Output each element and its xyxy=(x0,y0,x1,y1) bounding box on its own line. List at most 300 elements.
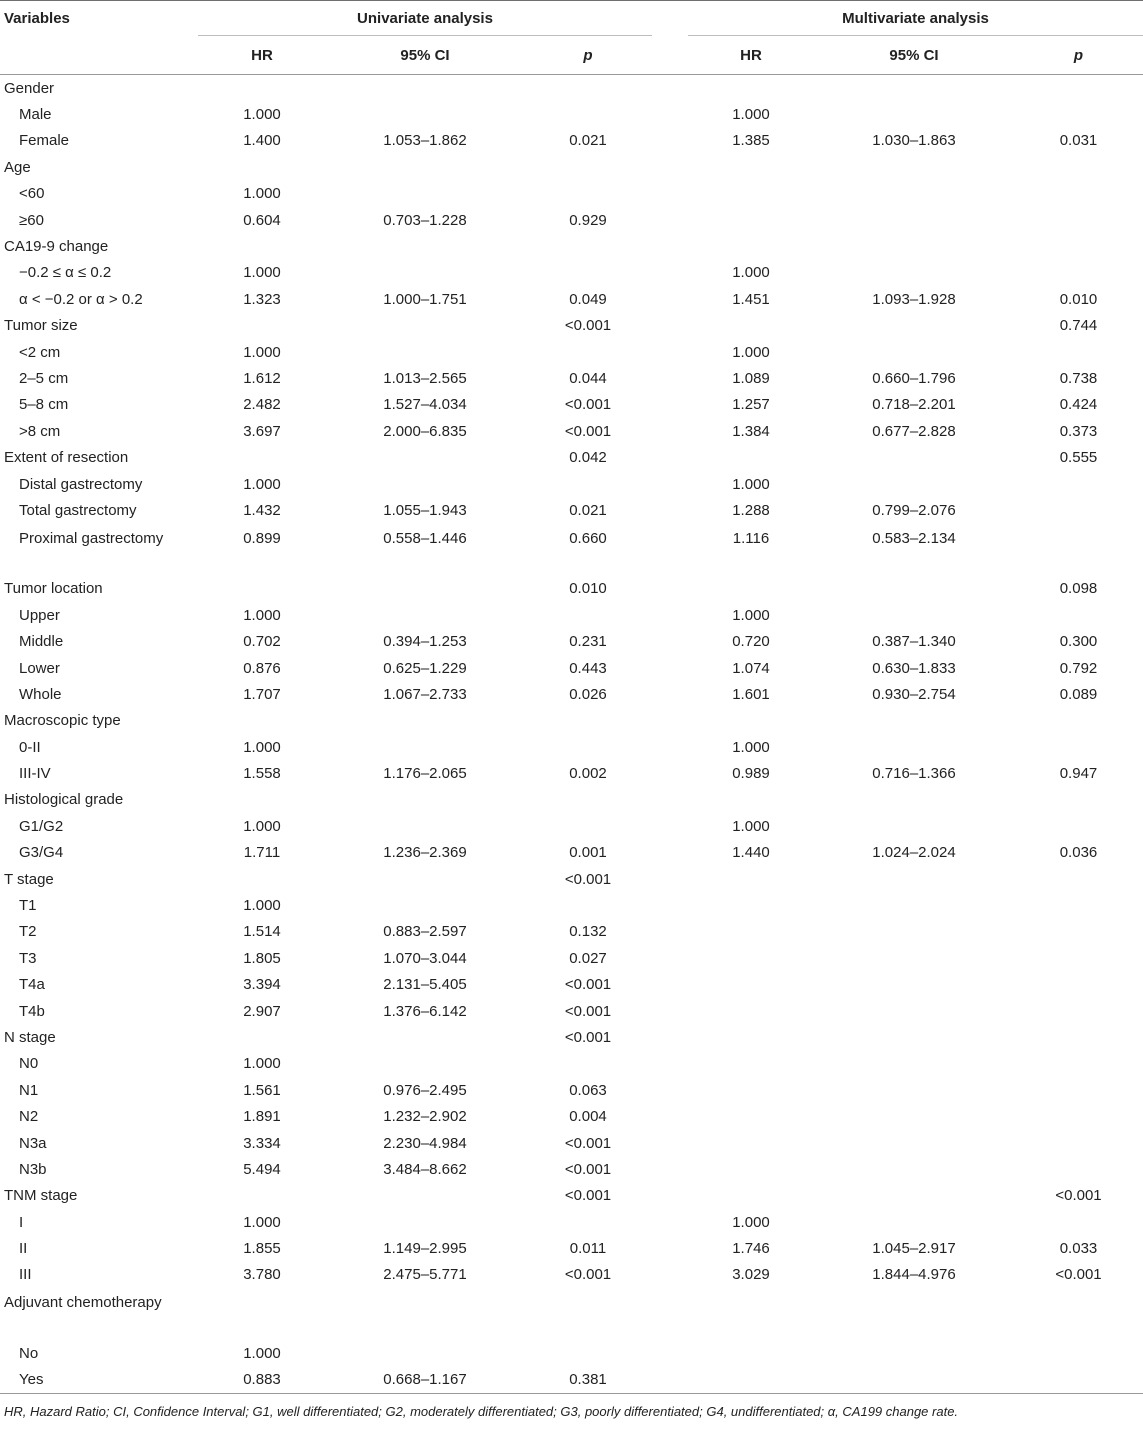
gap-cell xyxy=(652,1262,688,1288)
univariate-p-cell: <0.001 xyxy=(564,870,612,888)
univariate-hr-cell: 1.432 xyxy=(243,501,281,519)
multivariate-ci-cell xyxy=(814,1183,1014,1209)
variable-cell: <2 cm xyxy=(19,343,61,361)
univariate-ci-cell: 2.000–6.835 xyxy=(383,422,467,440)
table-row xyxy=(0,1077,1143,1103)
gap-cell xyxy=(652,813,688,839)
variable-cell: N stage xyxy=(4,1028,56,1046)
univariate-hr-cell: 1.000 xyxy=(243,106,281,124)
univariate-ci-cell xyxy=(326,1288,524,1340)
multivariate-hr-cell xyxy=(688,1288,814,1340)
univariate-ci-cell xyxy=(326,813,524,839)
univariate-ci-cell: 0.976–2.495 xyxy=(383,1081,467,1099)
univariate-p-cell xyxy=(524,101,652,127)
gap-cell xyxy=(652,628,688,654)
multivariate-hr-header: HR xyxy=(688,36,814,75)
univariate-ci-cell: 0.703–1.228 xyxy=(383,211,467,229)
variable-cell: Extent of resection xyxy=(4,449,129,467)
table-row xyxy=(0,392,1143,418)
univariate-ci-cell: 0.394–1.253 xyxy=(383,633,467,651)
multivariate-p-cell xyxy=(1014,75,1143,101)
gap-cell xyxy=(652,1209,688,1235)
gap-cell xyxy=(652,181,688,207)
multivariate-p-cell xyxy=(1014,339,1143,365)
univariate-ci-cell xyxy=(326,602,524,628)
variable-cell: T1 xyxy=(19,897,37,915)
multivariate-p-cell: 0.744 xyxy=(1059,317,1098,335)
multivariate-hr-cell: 1.000 xyxy=(732,106,770,124)
gap-cell xyxy=(652,760,688,786)
univariate-ci-cell: 0.625–1.229 xyxy=(383,659,467,677)
table-group-row xyxy=(0,1288,1143,1340)
univariate-hr-cell: 1.000 xyxy=(243,1344,281,1362)
multivariate-ci-cell xyxy=(814,1051,1014,1077)
univariate-ci-cell: 1.055–1.943 xyxy=(383,501,467,519)
table-row xyxy=(0,945,1143,971)
multivariate-p-cell xyxy=(1014,813,1143,839)
variable-cell: Gender xyxy=(4,79,55,97)
gap-cell xyxy=(652,418,688,444)
gap-cell xyxy=(652,154,688,180)
multivariate-hr-cell xyxy=(688,1156,814,1182)
univariate-p-cell xyxy=(524,1340,652,1366)
multivariate-ci-cell xyxy=(814,576,1014,602)
variable-cell: α < −0.2 or α > 0.2 xyxy=(19,290,143,308)
gap-cell xyxy=(652,444,688,470)
multivariate-hr-cell xyxy=(688,972,814,998)
univariate-p-cell: 0.002 xyxy=(569,765,607,783)
multivariate-ci-cell xyxy=(814,1156,1014,1182)
variable-cell: III-IV xyxy=(19,765,51,783)
variable-cell: Lower xyxy=(19,659,60,677)
variable-cell: T3 xyxy=(19,949,37,967)
multivariate-p-cell xyxy=(1014,101,1143,127)
multivariate-p-cell xyxy=(1014,708,1143,734)
univariate-hr-cell xyxy=(198,1288,326,1340)
multivariate-hr-cell xyxy=(688,1024,814,1050)
univariate-ci-cell: 3.484–8.662 xyxy=(383,1160,467,1178)
table-group-row xyxy=(0,866,1143,892)
table-row xyxy=(0,1235,1143,1261)
multivariate-hr-cell: 1.000 xyxy=(732,738,770,756)
univariate-hr-cell: 2.907 xyxy=(243,1002,281,1020)
multivariate-ci-cell xyxy=(814,181,1014,207)
multivariate-ci-cell xyxy=(814,154,1014,180)
gap-cell xyxy=(652,1367,688,1394)
table-row xyxy=(0,681,1143,707)
multivariate-ci-cell xyxy=(814,313,1014,339)
multivariate-p-cell: 0.792 xyxy=(1059,659,1098,677)
univariate-hr-cell: 2.482 xyxy=(243,396,281,414)
gap-cell xyxy=(652,734,688,760)
univariate-ci-cell: 2.475–5.771 xyxy=(383,1266,467,1284)
table-row xyxy=(0,1340,1143,1366)
univariate-p-cell xyxy=(524,181,652,207)
table-row xyxy=(0,1367,1143,1394)
univariate-hr-cell: 1.612 xyxy=(243,369,281,387)
gap-cell xyxy=(652,365,688,391)
multivariate-p-cell xyxy=(1014,1288,1143,1340)
gap-cell xyxy=(652,576,688,602)
multivariate-ci-cell xyxy=(814,260,1014,286)
univariate-ci-cell xyxy=(326,154,524,180)
multivariate-ci-cell xyxy=(814,207,1014,233)
variable-cell: N0 xyxy=(19,1055,39,1073)
univariate-p-cell xyxy=(524,813,652,839)
table-group-row xyxy=(0,233,1143,259)
table-row xyxy=(0,207,1143,233)
univariate-p-cell: 0.044 xyxy=(569,369,607,387)
multivariate-ci-cell xyxy=(814,1367,1014,1394)
univariate-ci-cell: 0.668–1.167 xyxy=(383,1371,467,1389)
multivariate-ci-cell xyxy=(814,1024,1014,1050)
multivariate-hr-cell xyxy=(688,181,814,207)
multivariate-ci-cell xyxy=(814,1288,1014,1340)
univariate-p-cell: 0.660 xyxy=(569,529,607,547)
univariate-hr-cell: 3.697 xyxy=(243,422,281,440)
multivariate-ci-cell xyxy=(814,1209,1014,1235)
univariate-p-cell: <0.001 xyxy=(564,1002,612,1020)
gap-cell xyxy=(652,892,688,918)
univariate-p-cell xyxy=(524,154,652,180)
univariate-p-cell: <0.001 xyxy=(564,1187,612,1205)
gap-cell xyxy=(652,101,688,127)
multivariate-p-cell xyxy=(1014,734,1143,760)
variable-cell: Distal gastrectomy xyxy=(19,475,143,493)
table-row xyxy=(0,602,1143,628)
variable-cell: <60 xyxy=(19,185,45,203)
gap-cell xyxy=(652,207,688,233)
multivariate-hr-cell xyxy=(688,708,814,734)
multivariate-p-cell: 0.031 xyxy=(1059,132,1098,150)
univariate-ci-cell xyxy=(326,75,524,101)
gap-cell xyxy=(652,75,688,101)
univariate-hr-cell: 1.000 xyxy=(243,1213,281,1231)
multivariate-hr-cell: 1.257 xyxy=(732,396,770,414)
multivariate-p-cell xyxy=(1014,207,1143,233)
univariate-ci-cell xyxy=(326,1051,524,1077)
variable-cell: Female xyxy=(19,132,70,150)
multivariate-ci-cell xyxy=(814,813,1014,839)
univariate-ci-cell xyxy=(326,787,524,813)
multivariate-hr-cell: 1.385 xyxy=(732,132,770,150)
multivariate-hr-cell xyxy=(688,1077,814,1103)
variable-cell: Yes xyxy=(19,1371,44,1389)
variable-cell: Histological grade xyxy=(4,791,124,809)
gap-cell xyxy=(652,998,688,1024)
univariate-ci-cell: 1.527–4.034 xyxy=(383,396,467,414)
multivariate-ci-cell: 1.030–1.863 xyxy=(872,132,956,150)
variable-cell: III xyxy=(19,1266,32,1284)
multivariate-hr-cell xyxy=(688,207,814,233)
gap-cell xyxy=(652,1183,688,1209)
variable-cell: Proximal gastrectomy xyxy=(19,529,164,547)
univariate-hr-cell xyxy=(198,787,326,813)
variable-cell: Adjuvant chemotherapy xyxy=(4,1294,162,1312)
variable-cell: −0.2 ≤ α ≤ 0.2 xyxy=(19,264,112,282)
multivariate-ci-cell: 0.583–2.134 xyxy=(872,529,956,547)
gap-cell xyxy=(652,681,688,707)
multivariate-ci-cell xyxy=(814,1340,1014,1366)
table-group-row xyxy=(0,75,1143,101)
multivariate-p-cell: 0.947 xyxy=(1059,765,1098,783)
univariate-hr-cell xyxy=(198,1183,326,1209)
univariate-p-cell: 0.042 xyxy=(569,449,607,467)
univariate-hr-cell: 1.711 xyxy=(243,844,281,862)
univariate-hr-cell: 1.400 xyxy=(243,132,281,150)
univariate-p-cell: <0.001 xyxy=(564,1134,612,1152)
multivariate-hr-cell xyxy=(688,576,814,602)
multivariate-hr-cell xyxy=(688,154,814,180)
univariate-ci-cell xyxy=(326,233,524,259)
univariate-hr-cell: 1.805 xyxy=(243,949,281,967)
univariate-ci-cell: 2.131–5.405 xyxy=(383,976,467,994)
variable-cell: TNM stage xyxy=(4,1187,78,1205)
multivariate-ci-cell xyxy=(814,787,1014,813)
multivariate-ci-cell xyxy=(814,892,1014,918)
univariate-ci-cell: 2.230–4.984 xyxy=(383,1134,467,1152)
univariate-hr-header: HR xyxy=(198,36,326,75)
univariate-ci-cell xyxy=(326,708,524,734)
univariate-ci-cell: 0.883–2.597 xyxy=(383,923,467,941)
univariate-ci-cell xyxy=(326,339,524,365)
variable-cell: Upper xyxy=(19,606,60,624)
variable-cell: G3/G4 xyxy=(19,844,64,862)
univariate-hr-cell: 1.891 xyxy=(243,1108,281,1126)
table-row xyxy=(0,1156,1143,1182)
multivariate-p-cell: 0.300 xyxy=(1059,633,1098,651)
multivariate-ci-cell: 0.930–2.754 xyxy=(872,685,956,703)
multivariate-p-cell xyxy=(1014,945,1143,971)
table-group-row xyxy=(0,1024,1143,1050)
univariate-hr-cell: 0.883 xyxy=(243,1371,281,1389)
univariate-p-cell xyxy=(524,1051,652,1077)
variable-cell: Middle xyxy=(19,633,64,651)
variable-cell: N1 xyxy=(19,1081,39,1099)
multivariate-ci-cell: 0.630–1.833 xyxy=(872,659,956,677)
multivariate-hr-cell: 1.384 xyxy=(732,422,770,440)
multivariate-ci-cell: 0.677–2.828 xyxy=(872,422,956,440)
multivariate-ci-cell xyxy=(814,444,1014,470)
multivariate-p-cell xyxy=(1014,998,1143,1024)
univariate-p-cell xyxy=(524,708,652,734)
gap-cell xyxy=(652,1077,688,1103)
gap-cell xyxy=(652,260,688,286)
table-row xyxy=(0,260,1143,286)
multivariate-hr-cell: 3.029 xyxy=(732,1266,770,1284)
multivariate-ci-cell xyxy=(814,945,1014,971)
univariate-ci-cell xyxy=(326,1209,524,1235)
multivariate-p-cell: 0.010 xyxy=(1059,290,1098,308)
multivariate-p-cell xyxy=(1014,1156,1143,1182)
multivariate-hr-cell: 1.074 xyxy=(732,659,770,677)
variable-cell: No xyxy=(19,1344,39,1362)
multivariate-p-cell xyxy=(1014,866,1143,892)
multivariate-ci-cell: 0.716–1.366 xyxy=(872,765,956,783)
multivariate-hr-cell xyxy=(688,998,814,1024)
multivariate-p-cell xyxy=(1014,524,1143,576)
multivariate-hr-cell: 1.746 xyxy=(732,1240,770,1258)
univariate-ci-cell xyxy=(326,892,524,918)
multivariate-p-cell xyxy=(1014,972,1143,998)
multivariate-p-cell: 0.738 xyxy=(1059,369,1098,387)
table-row xyxy=(0,998,1143,1024)
multivariate-ci-header: 95% CI xyxy=(814,36,1014,75)
variable-cell: T4a xyxy=(19,976,45,994)
univariate-p-cell: 0.063 xyxy=(569,1081,607,1099)
variable-cell: >8 cm xyxy=(19,422,61,440)
univariate-hr-cell: 1.000 xyxy=(243,343,281,361)
variable-cell: T stage xyxy=(4,870,54,888)
table-row xyxy=(0,524,1143,576)
univariate-hr-cell: 3.394 xyxy=(243,976,281,994)
variable-cell: T4b xyxy=(19,1002,45,1020)
variable-cell: Age xyxy=(4,158,31,176)
variable-cell: Macroscopic type xyxy=(4,712,121,730)
univariate-p-cell xyxy=(524,471,652,497)
multivariate-hr-cell xyxy=(688,75,814,101)
univariate-hr-cell: 0.604 xyxy=(243,211,281,229)
univariate-hr-cell: 1.855 xyxy=(243,1240,281,1258)
multivariate-hr-cell xyxy=(688,313,814,339)
multivariate-hr-cell xyxy=(688,892,814,918)
multivariate-ci-cell: 0.387–1.340 xyxy=(872,633,956,651)
univariate-p-cell xyxy=(524,339,652,365)
multivariate-hr-cell: 1.000 xyxy=(732,343,770,361)
multivariate-p-cell xyxy=(1014,1051,1143,1077)
gap-cell xyxy=(652,840,688,866)
univariate-hr-cell: 0.702 xyxy=(243,633,281,651)
univariate-p-cell: 0.010 xyxy=(569,580,607,598)
multivariate-p-cell xyxy=(1014,787,1143,813)
table-row xyxy=(0,813,1143,839)
multivariate-p-cell xyxy=(1014,471,1143,497)
multivariate-p-cell: <0.001 xyxy=(1055,1266,1102,1284)
gap-cell xyxy=(652,1051,688,1077)
multivariate-hr-cell: 1.288 xyxy=(732,501,770,519)
variables-header: Variables xyxy=(4,9,70,27)
table-row xyxy=(0,471,1143,497)
univariate-ci-cell xyxy=(326,260,524,286)
multivariate-hr-cell xyxy=(688,233,814,259)
univariate-p-cell xyxy=(524,892,652,918)
multivariate-p-cell xyxy=(1014,1130,1143,1156)
gap-cell xyxy=(652,392,688,418)
variable-cell: II xyxy=(19,1240,28,1258)
gap-cell xyxy=(652,286,688,312)
table-group-row xyxy=(0,154,1143,180)
univariate-p-cell xyxy=(524,602,652,628)
univariate-ci-cell xyxy=(326,471,524,497)
univariate-p-cell: 0.381 xyxy=(569,1371,607,1389)
multivariate-p-cell xyxy=(1014,1209,1143,1235)
multivariate-hr-cell: 1.000 xyxy=(732,475,770,493)
univariate-ci-cell xyxy=(326,181,524,207)
univariate-p-cell xyxy=(524,233,652,259)
variable-cell: Tumor location xyxy=(4,580,103,598)
table-group-row xyxy=(0,787,1143,813)
univariate-hr-cell: 1.000 xyxy=(243,475,281,493)
gap-cell xyxy=(652,919,688,945)
multivariate-p-cell xyxy=(1014,497,1143,523)
univariate-p-cell xyxy=(524,75,652,101)
multivariate-p-cell xyxy=(1014,1367,1143,1394)
multivariate-p-cell xyxy=(1014,1024,1143,1050)
table-header xyxy=(0,1,1143,76)
multivariate-ci-cell: 1.045–2.917 xyxy=(872,1240,956,1258)
multivariate-p-cell: <0.001 xyxy=(1055,1187,1102,1205)
variable-cell: 5–8 cm xyxy=(19,396,69,414)
multivariate-hr-cell: 1.440 xyxy=(732,844,770,862)
univariate-p-cell xyxy=(524,1288,652,1340)
table-row xyxy=(0,418,1143,444)
univariate-header: Univariate analysis xyxy=(357,9,493,27)
univariate-hr-cell xyxy=(198,233,326,259)
multivariate-p-cell xyxy=(1014,181,1143,207)
table-group-row xyxy=(0,444,1143,470)
table-row xyxy=(0,181,1143,207)
table-row xyxy=(0,760,1143,786)
multivariate-hr-cell xyxy=(688,866,814,892)
univariate-ci-cell xyxy=(326,101,524,127)
multivariate-p-cell: 0.036 xyxy=(1059,844,1098,862)
table-row xyxy=(0,840,1143,866)
univariate-ci-cell xyxy=(326,866,524,892)
variable-cell: ≥60 xyxy=(19,211,44,229)
univariate-hr-cell xyxy=(198,866,326,892)
multivariate-hr-cell: 1.000 xyxy=(732,1213,770,1231)
multivariate-hr-cell: 0.720 xyxy=(732,633,770,651)
gap-cell xyxy=(652,945,688,971)
gap-cell xyxy=(652,1340,688,1366)
multivariate-ci-cell xyxy=(814,1077,1014,1103)
univariate-hr-cell xyxy=(198,1024,326,1050)
table-row xyxy=(0,497,1143,523)
univariate-hr-cell: 1.514 xyxy=(243,923,281,941)
multivariate-ci-cell xyxy=(814,471,1014,497)
multivariate-ci-cell xyxy=(814,919,1014,945)
multivariate-ci-cell xyxy=(814,1103,1014,1129)
table-group-row xyxy=(0,1183,1143,1209)
multivariate-ci-cell: 1.024–2.024 xyxy=(872,844,956,862)
multivariate-ci-cell xyxy=(814,1130,1014,1156)
univariate-ci-cell: 1.232–2.902 xyxy=(383,1108,467,1126)
multivariate-ci-cell xyxy=(814,602,1014,628)
variable-cell: G1/G2 xyxy=(19,817,64,835)
univariate-hr-cell xyxy=(198,313,326,339)
univariate-hr-cell xyxy=(198,576,326,602)
multivariate-p-cell: 0.555 xyxy=(1059,449,1098,467)
table-row xyxy=(0,1103,1143,1129)
multivariate-p-cell xyxy=(1014,892,1143,918)
univariate-ci-cell xyxy=(326,1024,524,1050)
multivariate-ci-cell xyxy=(814,972,1014,998)
univariate-hr-cell: 1.000 xyxy=(243,606,281,624)
univariate-p-cell: <0.001 xyxy=(564,1028,612,1046)
univariate-ci-cell xyxy=(326,313,524,339)
univariate-ci-cell: 1.176–2.065 xyxy=(383,765,467,783)
multivariate-hr-cell xyxy=(688,1183,814,1209)
gap-cell xyxy=(652,1288,688,1340)
multivariate-ci-cell xyxy=(814,339,1014,365)
univariate-ci-cell: 1.236–2.369 xyxy=(383,844,467,862)
multivariate-p-cell xyxy=(1014,1077,1143,1103)
multivariate-p-cell: 0.033 xyxy=(1059,1240,1098,1258)
table-row xyxy=(0,1130,1143,1156)
univariate-hr-cell: 1.000 xyxy=(243,897,281,915)
univariate-p-header: p xyxy=(524,36,652,75)
multivariate-header: Multivariate analysis xyxy=(842,9,989,27)
